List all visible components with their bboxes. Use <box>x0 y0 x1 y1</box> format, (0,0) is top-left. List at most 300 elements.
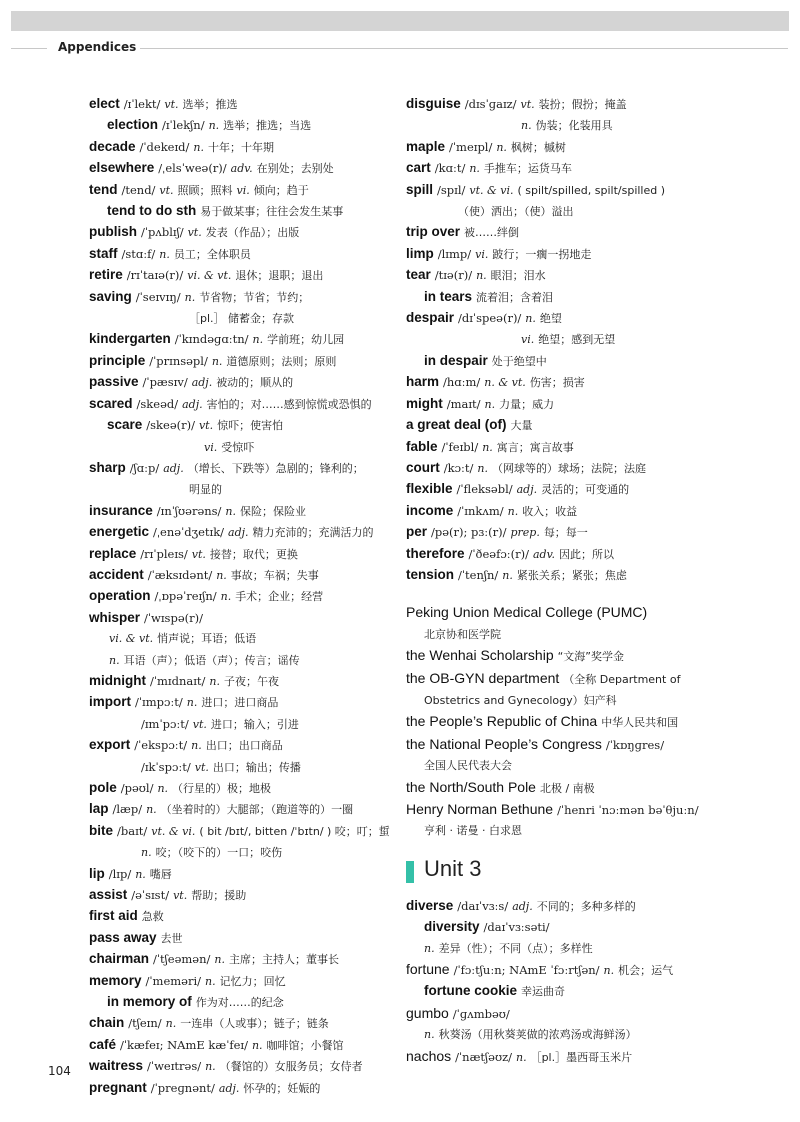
top-banner-bar <box>11 11 789 31</box>
vocab-word: scare <box>107 417 143 433</box>
vocab-entry <box>89 906 389 927</box>
chinese-definition: 记忆力；回忆 <box>219 974 286 988</box>
vocab-word: lap <box>89 801 109 817</box>
vocab-entry <box>89 394 389 415</box>
vocab-entry <box>89 864 389 885</box>
part-of-speech: n. & vt. <box>484 376 526 390</box>
phonetic: /ˌelsˈweə(r)/ <box>158 161 227 176</box>
vocab-entry <box>406 565 736 586</box>
vocab-word: in memory of <box>107 994 192 1010</box>
vocab-entry <box>406 201 736 222</box>
part-of-speech: n. <box>516 1050 527 1064</box>
chinese-definition: 亨利 · 诺曼 · 白求恩 <box>424 824 522 838</box>
vocab-entry <box>89 608 389 628</box>
chinese-definition: 事故；车祸；失事 <box>230 568 319 582</box>
vocab-entry <box>89 222 389 243</box>
vocab-entry <box>406 437 736 458</box>
vocab-word: assist <box>89 887 128 903</box>
part-of-speech: n. <box>191 739 202 753</box>
vocab-entry <box>406 394 736 415</box>
part-of-speech: n. <box>135 867 146 881</box>
phonetic: /rɪˈpleɪs/ <box>140 546 188 561</box>
vocab-word: income <box>406 502 454 518</box>
vocab-word: export <box>89 737 131 753</box>
vocab-entry <box>406 115 736 136</box>
phonetic: /stɑːf/ <box>121 246 156 261</box>
vocab-entry <box>89 437 389 458</box>
phonetic: /ɪˈlekt/ <box>123 97 161 111</box>
chinese-definition: 秋葵汤（用秋葵荚做的浓鸡汤或海鲜汤） <box>438 1028 637 1042</box>
vocab-word: diversity <box>424 919 480 935</box>
part-of-speech: n. <box>157 782 169 795</box>
phonetic: /ɪmˈpɔːt/ <box>141 716 189 731</box>
chinese-definition: 保险；保险业 <box>240 504 306 518</box>
chinese-definition: 进口；输入；引进 <box>210 717 299 731</box>
chinese-definition: 去世 <box>160 931 183 945</box>
part-of-speech: n. <box>424 1028 435 1042</box>
chinese-definition: 灵活的；可变通的 <box>541 483 630 497</box>
phonetic: /ʃɑːp/ <box>129 460 160 475</box>
vocab-entry <box>406 351 736 372</box>
phonetic: /ˈweɪtrəs/ <box>147 1059 202 1074</box>
part-of-speech: adj. <box>163 461 184 475</box>
chinese-definition: 倾向；趋于 <box>253 183 309 197</box>
phonetic: /ɪnˈʃʊərəns/ <box>156 503 222 518</box>
chinese-definition: ( spilt/spilled, spilt/spilled ) <box>517 183 666 197</box>
vocab-word: Peking Union Medical College (PUMC) <box>406 604 648 621</box>
chinese-definition: 出口；出口商品 <box>205 739 283 753</box>
part-of-speech: adj. <box>182 397 203 411</box>
vocab-word: publish <box>89 224 137 240</box>
chinese-definition: 咖啡馆；小餐馆 <box>266 1038 344 1052</box>
vocab-word: midnight <box>89 672 146 688</box>
part-of-speech: n. <box>159 247 170 261</box>
part-of-speech: vi. <box>236 183 250 197</box>
vocab-entry <box>406 1003 736 1024</box>
vocab-word: retire <box>89 267 123 283</box>
vocab-word: the OB-GYN department <box>406 669 560 686</box>
vocab-entry <box>89 94 389 115</box>
vocab-word: the People’s Republic of China <box>406 713 598 730</box>
vocab-entry <box>89 885 389 906</box>
chinese-definition: 中华人民共和国 <box>601 716 679 730</box>
vocab-entry <box>406 1024 736 1045</box>
vocab-entry <box>406 94 736 115</box>
chinese-definition: 北京协和医学院 <box>424 627 501 641</box>
chinese-definition: ［pl.］墨西哥玉米片 <box>530 1050 633 1064</box>
vocab-entry <box>89 586 389 607</box>
left-column <box>89 94 389 1099</box>
chinese-definition: 作为对……的纪念 <box>195 996 284 1010</box>
vocab-entry <box>89 757 389 778</box>
phonetic: /ˈpæsɪv/ <box>142 375 188 390</box>
phonetic: /ˈpreɡnənt/ <box>150 1080 215 1095</box>
vocab-entry <box>89 650 389 671</box>
chinese-definition: 急救 <box>141 910 164 924</box>
vocab-entry <box>406 372 736 393</box>
vocab-word: court <box>406 459 440 475</box>
vocab-word: energetic <box>89 524 150 540</box>
part-of-speech: n. <box>214 953 225 967</box>
vocab-entry <box>406 265 736 286</box>
chinese-definition: 被动的；顺从的 <box>216 376 294 390</box>
phonetic: /ˈkɪndəɡɑːtn/ <box>174 332 249 347</box>
header-rule-right <box>140 48 788 49</box>
chinese-definition: 十年；十年期 <box>207 140 274 154</box>
vocab-word: per <box>406 524 428 540</box>
part-of-speech: n. <box>252 333 264 347</box>
phonetic: /tʃeɪn/ <box>128 1016 162 1031</box>
vocab-entry <box>406 137 736 158</box>
vocab-word: lip <box>89 865 105 881</box>
phonetic: /ˈmeɪpl/ <box>449 139 493 154</box>
phonetic: /baɪt/ <box>117 823 148 838</box>
part-of-speech: vt. <box>198 419 214 433</box>
chinese-definition: 出口；输出；传播 <box>212 760 301 774</box>
phonetic: /hɑːm/ <box>443 375 481 390</box>
vocab-word: trip over <box>406 224 461 240</box>
phonetic: /ˈfleksəbl/ <box>456 482 513 497</box>
chinese-definition: 力量；威力 <box>499 397 555 411</box>
part-of-speech: adj. <box>228 526 249 540</box>
phonetic: /skeə(r)/ <box>146 418 195 433</box>
chinese-definition: 紧张关系；紧张；焦虑 <box>516 568 627 582</box>
vocab-word: fortune <box>406 961 450 978</box>
chinese-definition: 枫树；槭树 <box>510 140 566 154</box>
chinese-definition: 收入；收益 <box>522 504 578 518</box>
chinese-definition: 跛行；一瘸一拐地走 <box>492 247 592 261</box>
vocab-entry <box>89 949 389 970</box>
vocab-entry <box>89 137 389 158</box>
phonetic: /ˈdekeɪd/ <box>139 139 190 154</box>
vocab-word: the North/South Pole <box>406 778 536 795</box>
vocab-word: operation <box>89 588 151 604</box>
vocab-entry <box>89 544 389 565</box>
chinese-definition: ［pl.］ 储蓄金；存款 <box>189 312 295 326</box>
phonetic: /ˈfeɪbl/ <box>441 439 479 454</box>
phonetic: /ˈseɪvɪŋ/ <box>135 289 181 304</box>
chinese-definition: （行星的）极；地极 <box>172 782 272 795</box>
chinese-definition: ( bit /bɪt/, bitten /ˈbɪtn/ ) 咬；叮；蜇 <box>199 824 390 838</box>
phonetic: /ˈðeəfɔː(r)/ <box>468 546 529 561</box>
phonetic: /ˈɪmpɔːt/ <box>134 695 183 710</box>
chinese-definition: 一连串（人或事）；链子；链条 <box>180 1017 329 1031</box>
vocab-word: despair <box>406 310 455 326</box>
chinese-definition: （使）洒出；（使）溢出 <box>458 205 574 219</box>
chinese-definition: 耳语（声）；低语（声）；传言；谣传 <box>123 653 300 667</box>
vocab-word: saving <box>89 288 132 304</box>
vocab-entry <box>89 992 389 1013</box>
vocab-entry <box>406 522 736 543</box>
vocab-entry <box>89 1035 389 1056</box>
part-of-speech: n. <box>211 354 223 368</box>
chinese-definition: 伤害；损害 <box>529 376 585 390</box>
part-of-speech: vt. <box>520 98 535 111</box>
vocab-entry <box>406 158 736 179</box>
vocab-entry <box>89 158 389 179</box>
chinese-definition: 退休；退职；退出 <box>235 269 324 283</box>
vocab-entry <box>406 820 736 841</box>
chinese-definition: 主席；主持人；董事长 <box>228 953 339 967</box>
chinese-definition: 子夜；午夜 <box>223 674 279 688</box>
part-of-speech: n. <box>186 696 198 710</box>
chinese-definition: 选举；推选 <box>182 98 238 111</box>
chinese-definition: 绝望 <box>539 312 562 326</box>
vocab-word: whisper <box>89 609 141 625</box>
chinese-definition: 进口；进口商品 <box>201 696 279 710</box>
part-of-speech: n. <box>146 803 157 817</box>
vocab-word: elsewhere <box>89 160 155 176</box>
phonetic: /ˈkæfeɪ; NAmE kæˈfeɪ/ <box>120 1037 248 1052</box>
vocab-word: first aid <box>89 908 138 924</box>
vocab-word: in despair <box>424 352 488 368</box>
vocab-word: café <box>89 1036 117 1052</box>
part-of-speech: n. <box>603 964 615 978</box>
vocab-entry <box>406 896 736 917</box>
chinese-definition: 幸运曲奇 <box>521 985 565 999</box>
part-of-speech: adj. <box>512 899 533 913</box>
vocab-entry <box>89 201 389 222</box>
chinese-definition: 处于绝望中 <box>491 354 547 368</box>
chinese-definition: 在别处；去别处 <box>256 162 334 176</box>
part-of-speech: vt. <box>173 889 188 903</box>
vocab-word: waitress <box>89 1058 144 1074</box>
part-of-speech: n. <box>205 1060 216 1074</box>
vocab-entry <box>406 180 736 201</box>
phonetic: /daɪˈvɜːsəti/ <box>483 920 550 935</box>
vocab-word: passive <box>89 374 139 390</box>
vocab-entry <box>89 522 389 543</box>
phonetic: /ˈprɪnsəpl/ <box>149 353 208 368</box>
part-of-speech: n. <box>165 1017 177 1031</box>
chinese-definition: （全称 Department of <box>563 672 681 686</box>
chinese-definition: 害怕的；对……感到惊慌或恐惧的 <box>206 397 372 411</box>
chinese-definition: 寓言；寓言故事 <box>496 440 574 454</box>
vocab-entry <box>406 777 736 799</box>
phonetic: /əˈsɪst/ <box>131 888 170 903</box>
phonetic: /tend/ <box>121 182 156 197</box>
vocab-word: pole <box>89 780 117 795</box>
part-of-speech: n. <box>507 504 519 518</box>
vocab-entry <box>406 287 736 308</box>
chinese-definition: 眼泪；泪水 <box>490 269 546 283</box>
part-of-speech: n. <box>251 1038 263 1052</box>
part-of-speech: adv. <box>230 162 253 176</box>
vocab-word: in tears <box>424 288 473 304</box>
vocab-entry <box>406 222 736 243</box>
vocab-entry <box>89 565 389 586</box>
chinese-definition: 大量 <box>510 419 533 433</box>
vocab-entry <box>89 479 389 500</box>
vocab-entry <box>89 671 389 692</box>
chinese-definition: 不同的；多种多样的 <box>536 899 636 913</box>
phonetic: /ˈwɪspə(r)/ <box>144 610 203 625</box>
chinese-definition: 道德原则；法则；原则 <box>226 354 337 368</box>
part-of-speech: n. <box>484 397 496 411</box>
part-of-speech: n. <box>184 290 196 304</box>
phonetic: /ˌɒpəˈreɪʃn/ <box>154 589 217 604</box>
vocab-word: chairman <box>89 951 150 967</box>
phonetic: /kɑːt/ <box>434 161 466 176</box>
unit-heading <box>406 855 736 888</box>
vocab-entry <box>406 544 736 565</box>
vocab-entry <box>89 799 389 820</box>
vocab-word: Henry Norman Bethune <box>406 801 554 817</box>
vocab-entry <box>406 981 736 1002</box>
chinese-definition: 因此；所以 <box>558 547 614 561</box>
part-of-speech: n. <box>141 846 152 860</box>
vocab-entry <box>89 714 389 735</box>
vocab-word: chain <box>89 1015 125 1031</box>
phonetic: /ˈekspɔːt/ <box>134 738 188 753</box>
vocab-entry <box>406 458 736 479</box>
vocab-word: scared <box>89 395 133 411</box>
vocab-entry <box>89 287 389 308</box>
phonetic: /spɪl/ <box>437 182 466 197</box>
vocab-entry <box>406 479 736 500</box>
vocab-word: diverse <box>406 897 454 913</box>
vocab-word: staff <box>89 245 118 261</box>
part-of-speech: n. <box>496 140 507 154</box>
chinese-definition: 北极 / 南极 <box>539 781 595 795</box>
part-of-speech: n. <box>469 162 480 176</box>
part-of-speech: vi. & vt. <box>187 269 232 283</box>
vocab-entry <box>406 1046 736 1068</box>
chinese-definition: 绝望；感到无望 <box>538 333 616 347</box>
chinese-definition: 每；每一 <box>543 526 588 540</box>
unit-accent-bar <box>406 861 414 883</box>
vocab-word: maple <box>406 138 446 154</box>
vocab-entry <box>406 690 736 711</box>
chinese-definition: 机会；运气 <box>618 964 674 978</box>
chinese-definition: 咬；（咬下的）一口；咬伤 <box>155 846 283 860</box>
vocab-word: replace <box>89 545 137 561</box>
phonetic: /ˈmeməri/ <box>145 973 202 988</box>
vocab-word: limp <box>406 245 434 261</box>
part-of-speech: adj. <box>191 376 213 390</box>
vocab-word: kindergarten <box>89 331 171 347</box>
vocab-entry <box>406 668 736 690</box>
phonetic: /ˈæksɪdənt/ <box>147 567 213 582</box>
chinese-definition: （餐馆的）女服务员；女侍者 <box>219 1060 363 1074</box>
chinese-definition: 节省物；节省；节约； <box>199 290 310 304</box>
vocab-word: bite <box>89 822 114 838</box>
vocab-word: gumbo <box>406 1004 449 1021</box>
vocab-word: decade <box>89 138 136 154</box>
right-vocab-list <box>406 94 736 586</box>
vocab-entry <box>89 115 389 136</box>
vocab-entry <box>406 917 736 937</box>
phonetic: /dɪsˈɡaɪz/ <box>464 97 517 111</box>
phonetic: /pə(r); pɜː(r)/ <box>431 525 507 540</box>
vocab-word: fortune cookie <box>424 983 518 999</box>
part-of-speech: n. <box>482 440 493 454</box>
chinese-definition: 被……绊倒 <box>464 226 519 240</box>
phonetic: /ˈpʌblɪʃ/ <box>140 225 184 240</box>
phonetic: /ˈnætʃəʊz/ <box>455 1049 513 1064</box>
chinese-definition: 员工；全体职员 <box>173 247 251 261</box>
vocab-word: spill <box>406 181 434 197</box>
vocab-word: therefore <box>406 545 465 561</box>
phonetic: /ˈkɒŋɡres/ <box>605 737 665 752</box>
part-of-speech: n. <box>109 653 120 667</box>
vocab-word: nachos <box>406 1047 452 1064</box>
vocab-entry <box>406 755 736 776</box>
part-of-speech: n. <box>208 119 220 133</box>
vocab-entry <box>89 1013 389 1034</box>
vocab-word: a great deal (of) <box>406 417 507 433</box>
vocab-entry <box>406 624 736 645</box>
vocab-word: memory <box>89 972 142 988</box>
vocab-entry <box>406 938 736 959</box>
section-gap <box>406 586 736 602</box>
phonetic: /ˈɡʌmbəʊ/ <box>452 1006 510 1021</box>
vocab-word: tend <box>89 181 118 197</box>
vocab-entry <box>406 645 736 667</box>
part-of-speech: n. <box>424 941 435 955</box>
part-of-speech: n. <box>476 269 487 283</box>
part-of-speech: n. <box>225 504 237 518</box>
part-of-speech: vt. <box>187 226 202 240</box>
phonetic: /pəʊl/ <box>120 781 154 795</box>
vocab-entry <box>406 244 736 265</box>
vocab-entry <box>89 821 389 842</box>
vocab-word: pass away <box>89 929 157 945</box>
part-of-speech: prep. <box>510 526 540 540</box>
phonetic: /ˈmɪdnaɪt/ <box>149 673 206 688</box>
vocab-word: tear <box>406 267 431 283</box>
part-of-speech: n. <box>220 590 232 604</box>
vocab-entry <box>89 735 389 756</box>
chinese-definition: 装扮；假扮；掩盖 <box>538 98 627 111</box>
phonetic: /ˌenəˈdʒetɪk/ <box>153 525 225 540</box>
part-of-speech: n. <box>521 119 532 133</box>
phonetic: /kɔːt/ <box>443 460 474 475</box>
chinese-definition: （增长、下跌等）急剧的；锋利的； <box>187 461 364 475</box>
chinese-definition: 流着泪；含着泪 <box>476 290 554 304</box>
vocab-entry <box>89 501 389 522</box>
vocab-entry <box>89 415 389 436</box>
vocab-word: fable <box>406 438 438 454</box>
phonetic: /læp/ <box>112 802 143 817</box>
page-number: 104 <box>48 1064 71 1078</box>
vocab-entry <box>406 415 736 436</box>
part-of-speech: vt. & vi. <box>469 183 514 197</box>
vocab-word: elect <box>89 96 120 111</box>
unit3-vocab-list <box>406 896 736 1068</box>
vocab-entry <box>406 501 736 522</box>
vocab-entry <box>89 1056 389 1077</box>
vocab-entry <box>89 308 389 329</box>
part-of-speech: vi. <box>475 247 489 261</box>
phonetic: /dɪˈspeə(r)/ <box>458 311 522 326</box>
header-rule-left <box>11 48 47 49</box>
chinese-definition: 明显的 <box>189 483 222 497</box>
chinese-definition: 照顾；照料 <box>177 183 233 197</box>
vocab-word: principle <box>89 352 146 368</box>
part-of-speech: vt. <box>159 183 174 197</box>
phonetic: /ˈtenʃn/ <box>458 567 499 582</box>
vocab-entry <box>89 928 389 949</box>
chinese-definition: 怀孕的；妊娠的 <box>243 1081 321 1095</box>
chinese-definition: 受惊吓 <box>221 440 255 454</box>
vocab-entry <box>89 265 389 286</box>
part-of-speech: vt. <box>164 98 179 111</box>
phonetic: /ɪkˈspɔːt/ <box>141 759 191 774</box>
part-of-speech: adv. <box>532 547 555 561</box>
vocab-entry <box>89 628 389 649</box>
phonetic: /ˈtʃeəmən/ <box>153 952 211 967</box>
